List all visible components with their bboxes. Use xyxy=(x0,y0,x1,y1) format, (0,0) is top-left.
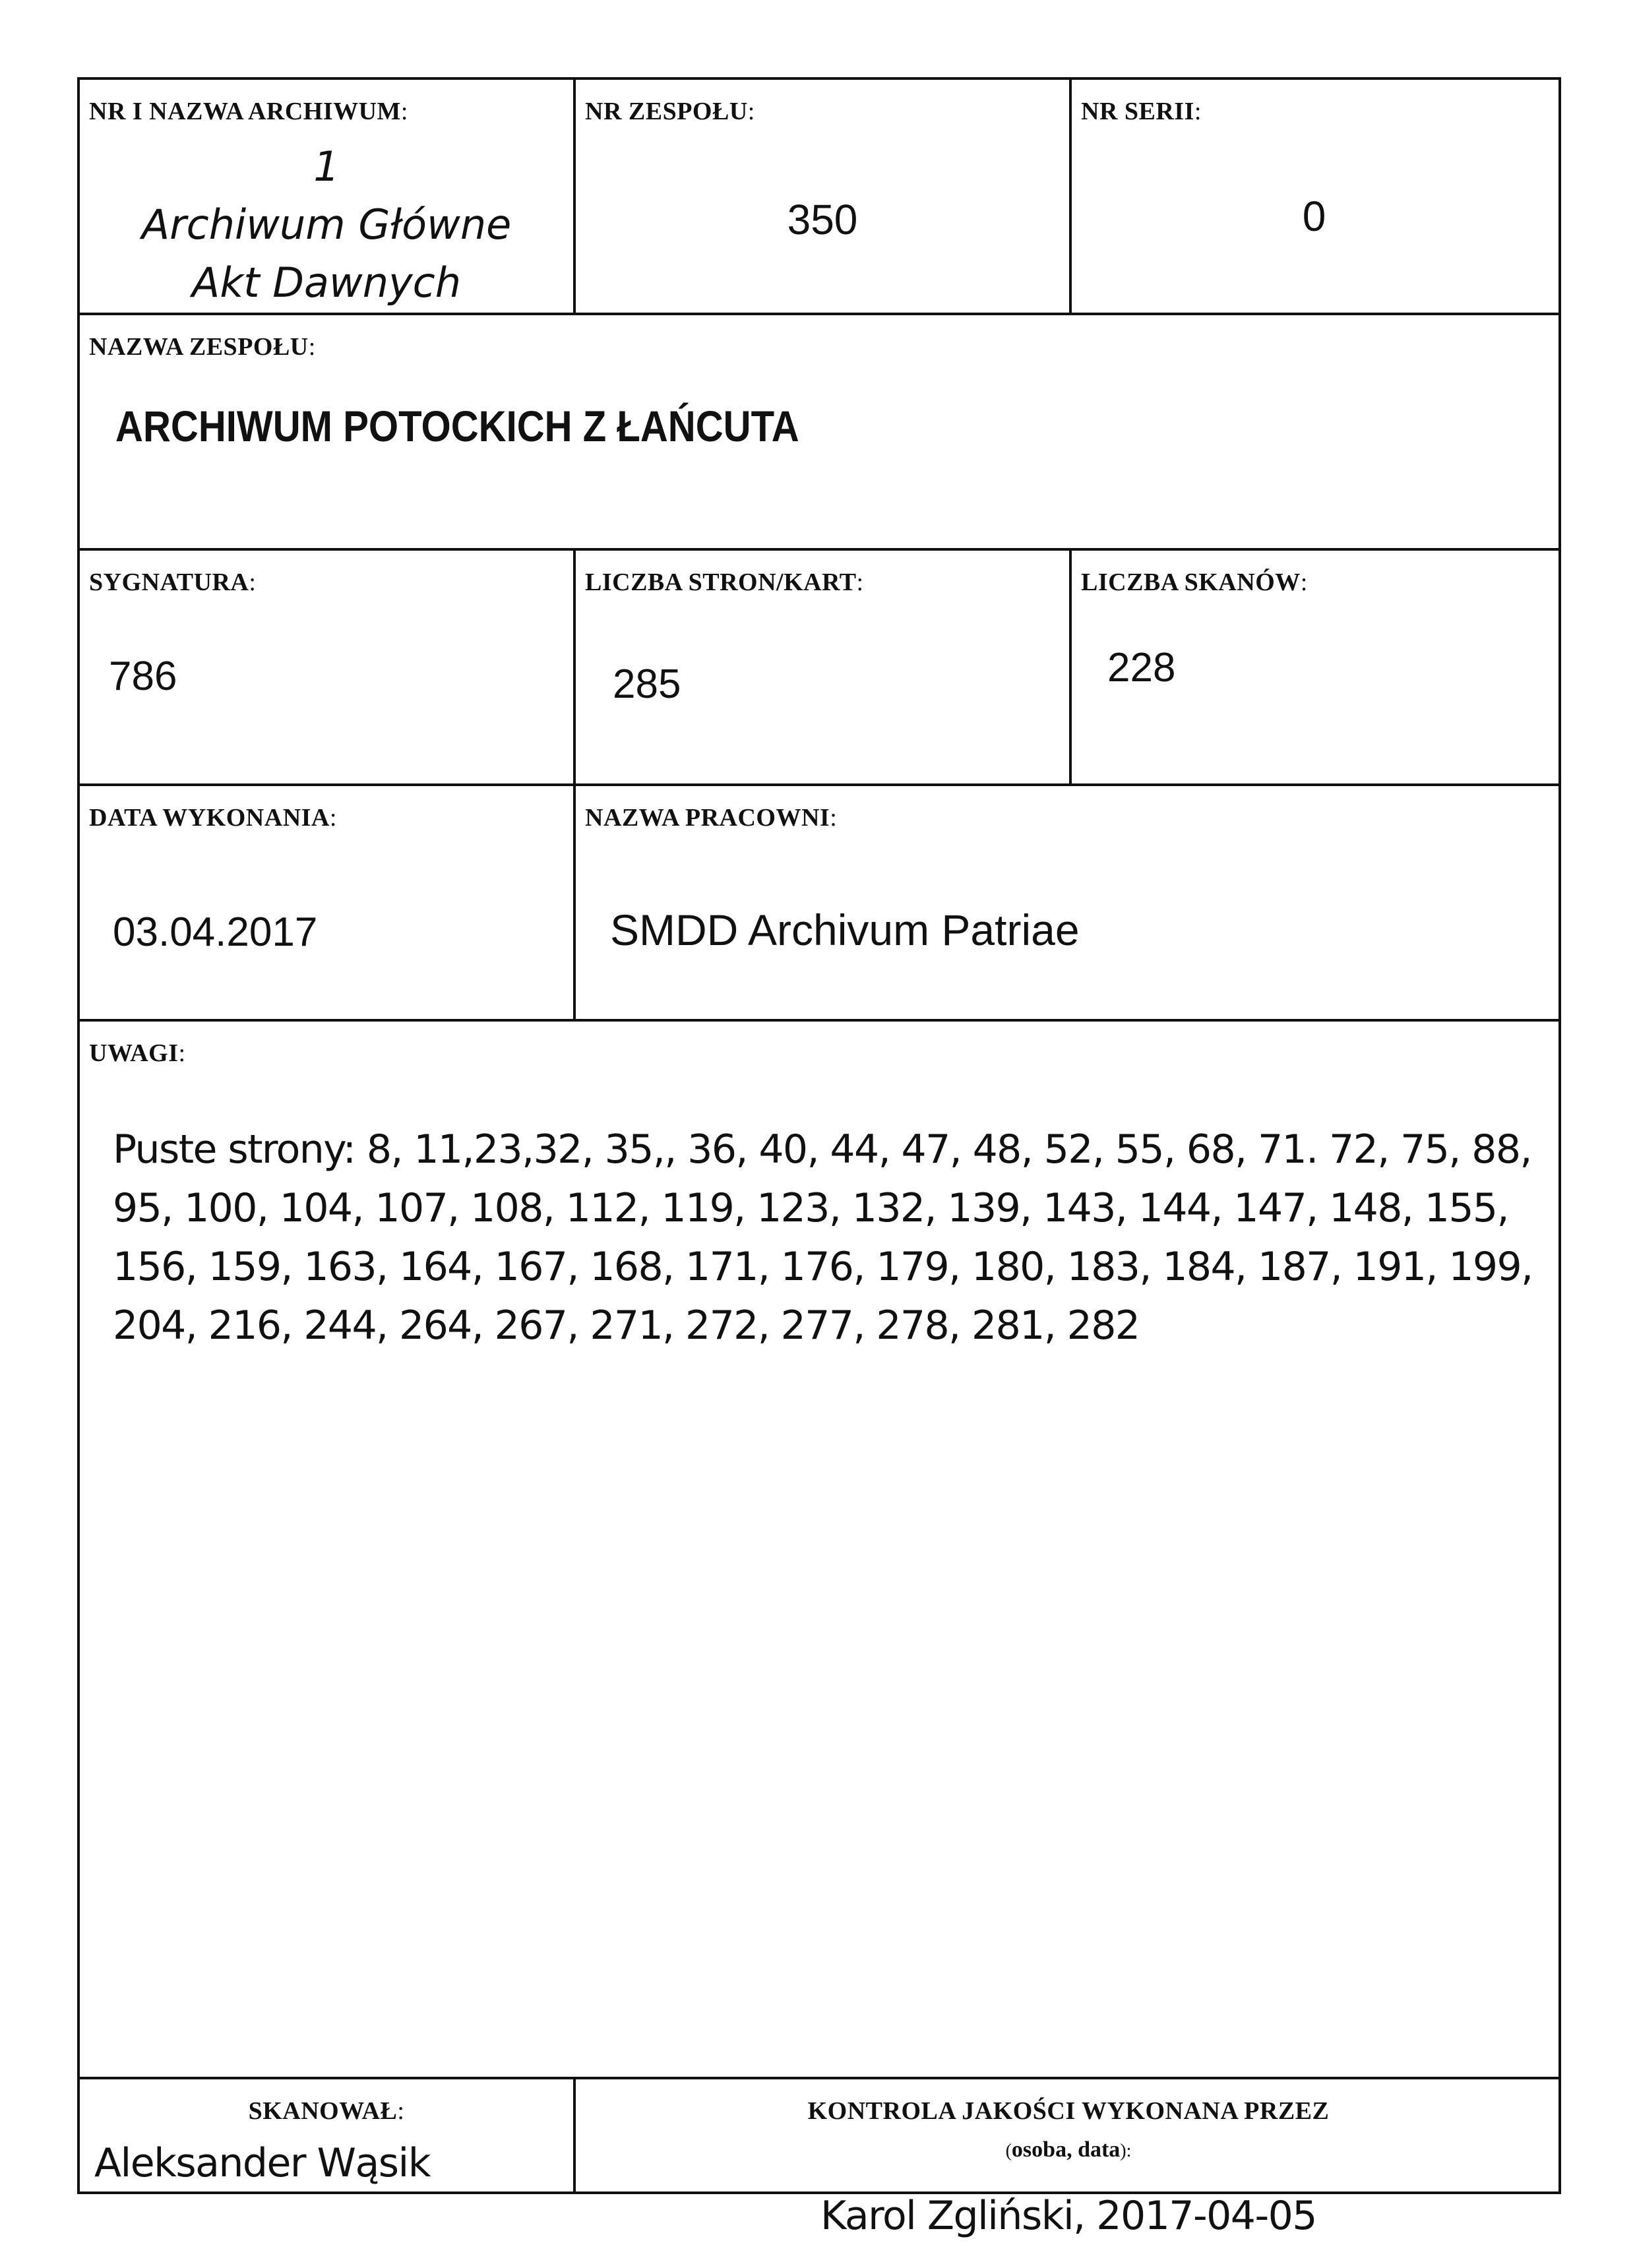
archive-name-line2: Akt Dawnych xyxy=(191,259,462,307)
page-count-label: LICZBA STRON/KART: xyxy=(585,568,864,596)
cell-archive xyxy=(80,80,576,313)
workshop-value: SMDD Archivum Patriae xyxy=(610,905,1080,954)
date-made-label: DATA WYKONANIA: xyxy=(89,804,337,832)
cell-scan-count xyxy=(1072,551,1561,783)
scan-count-value: 228 xyxy=(1107,645,1176,690)
notes-text xyxy=(113,1120,1533,1355)
series-number-label: NR SERII: xyxy=(1081,98,1202,125)
notes-label: UWAGI: xyxy=(89,1039,186,1067)
scanned-by-label: SKANOWAŁ: xyxy=(248,2097,405,2125)
cell-workshop xyxy=(576,786,1561,1019)
workshop-label: NAZWA PRACOWNI: xyxy=(585,804,838,832)
archive-name-line1: Archiwum Główne xyxy=(141,200,512,249)
cell-scanned-by xyxy=(80,2079,576,2191)
fonds-name-label: NAZWA ZESPOŁU: xyxy=(89,333,316,361)
fonds-name-value: ARCHIWUM POTOCKICH Z ŁAŃCUTA xyxy=(115,402,799,450)
quality-control-value: Karol Zgliński, 2017-04-05 xyxy=(820,2193,1316,2239)
archive-metadata-form xyxy=(77,77,1561,2239)
fonds-number-label: NR ZESPOŁU: xyxy=(585,98,755,125)
series-number-value: 0 xyxy=(1302,193,1326,240)
row-fonds-name xyxy=(80,315,1558,551)
date-made-value: 03.04.2017 xyxy=(113,909,318,955)
fonds-number-value: 350 xyxy=(787,196,858,243)
cell-series-number xyxy=(1072,80,1561,313)
cell-fonds-name xyxy=(80,315,1558,548)
archive-label: NR I NAZWA ARCHIWUM: xyxy=(89,98,408,125)
row-archive xyxy=(80,80,1558,315)
page-count-value: 285 xyxy=(613,661,681,707)
notes-line: Puste strony: 8, 11,23,32, 35,, 36, 40, 44, 47, 48, 52, 55, 68, 71. 72, 75, 88, xyxy=(113,1126,1531,1173)
row-counts xyxy=(80,551,1558,786)
cell-notes xyxy=(80,1022,1558,2077)
scanned-by-value: Aleksander Wąsik xyxy=(94,2140,430,2186)
quality-control-sublabel: (osoba, data): xyxy=(1005,2137,1132,2162)
notes-line: 156, 159, 163, 164, 167, 168, 171, 176, 179, 180, 183, 184, 187, 191, 199, xyxy=(113,1244,1533,1290)
archive-name xyxy=(80,138,573,312)
cell-signature xyxy=(80,551,576,783)
cell-date-made xyxy=(80,786,576,1019)
quality-control-label: KONTROLA JAKOŚCI WYKONANA PRZEZ xyxy=(807,2097,1330,2125)
cell-page-count xyxy=(576,551,1072,783)
row-signoff xyxy=(80,2079,1558,2239)
signature-label: SYGNATURA: xyxy=(89,568,257,596)
row-notes xyxy=(80,1022,1558,2079)
notes-line: 204, 216, 244, 264, 267, 271, 272, 277, 278, 281, 282 xyxy=(113,1303,1140,1349)
row-date-workshop xyxy=(80,786,1558,1022)
cell-quality-control xyxy=(576,2079,1561,2239)
archive-number: 1 xyxy=(313,142,340,191)
signature-value: 786 xyxy=(109,654,177,699)
notes-line: 95, 100, 104, 107, 108, 112, 119, 123, 132, 139, 143, 144, 147, 148, 155, xyxy=(113,1185,1508,1231)
scan-count-label: LICZBA SKANÓW: xyxy=(1081,568,1308,596)
cell-fonds-number xyxy=(576,80,1072,313)
